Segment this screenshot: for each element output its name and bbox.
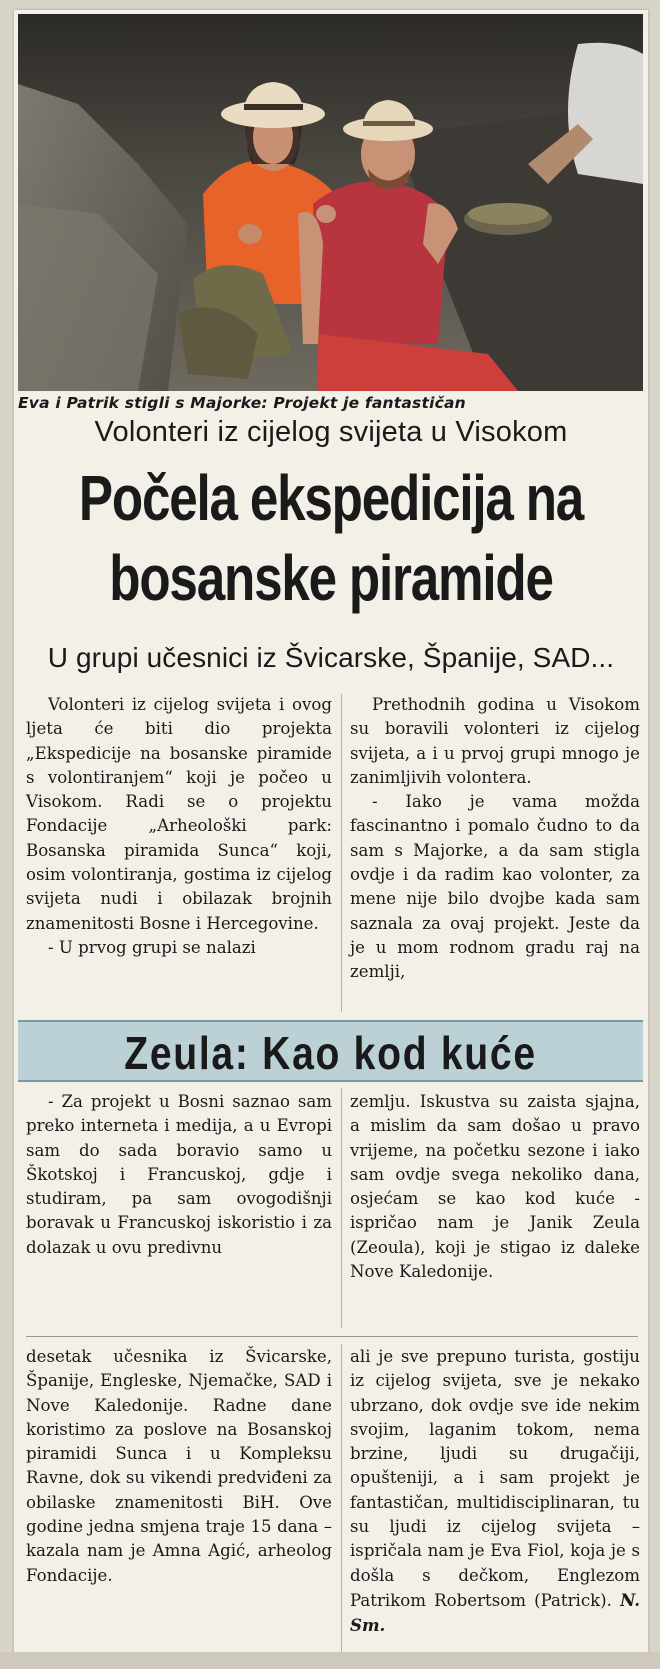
closing-paragraph-text: ali je sve prepuno turista, gostiju iz cijelog svijeta, sve je nekako ubrzano, dok ovdje sve ide nekim svojim, laganim tokom, nema brzine, ljudi su drugačiji, opušteniji, a i sam projekt je fantastičan, multidisciplinaran, tu su ljudi iz cijelog svijeta – ispričala nam je Eva Fiol, koja je s došla s dečkom, Englezom Patrikom Robertsom (Patrick). <box>350 1347 640 1610</box>
article-kicker: Volonteri iz cijelog svijeta u Visokom <box>94 416 568 448</box>
article-headline <box>77 458 584 618</box>
article-photo <box>18 14 643 391</box>
page-bottom-edge <box>0 1652 660 1669</box>
sidebar-column-1 <box>26 1090 332 1260</box>
body-paragraph <box>350 1345 640 1639</box>
author-byline: N. Sm. <box>350 1589 640 1636</box>
sidebar-paragraph: zemlju. Iskustva su zaista sjajna, a mislim da sam došao u pravo vrijeme, na početku sezone i iako sam ovdje svega nekoliko dana, osjećam se kao kod kuće - ispričao nam je Janik Zeula (Zeoula), koji je stigao iz daleke Nove Kaledonije. <box>350 1092 640 1282</box>
headline-line-1: Počela ekspedicija na <box>78 462 584 534</box>
headline-line-2: bosanske piramide <box>109 542 553 614</box>
sidebar-title-band <box>18 1020 643 1082</box>
column-divider <box>341 1344 342 1652</box>
body-paragraph: Volonteri iz cijelog svijeta i ovog ljeta će biti dio projekta „Ekspedicije na bosanske piramide s volontiranjem“ koji je počeo u Visokom. Radi se o projektu Fondacije „Arheološki park: Bosanska piramida Sunca“ koji, osim volontiranja, gostima iz cijelog svijeta nudi i obilazak brojnih znamenitosti Bosne i Hercegovine. <box>26 695 332 933</box>
body-paragraph: - Iako je vama možda fascinantno i pomalo čudno to da sam s Majorke, a da sam stigla ovdje i da radim kao volonter, za mene nije bilo dvojbe kada sam saznala za ovaj projekt. Jeste da je u mom rodnom gradu raj na zemlji, <box>350 792 640 982</box>
body-column-2 <box>350 693 640 985</box>
column-divider <box>341 1088 342 1328</box>
body-paragraph: - U prvog grupi se nalazi <box>48 937 256 957</box>
sidebar-bottom-rule <box>26 1336 638 1337</box>
newspaper-page <box>14 10 648 1660</box>
body-column-1 <box>26 693 332 960</box>
sidebar-paragraph: - Za projekt u Bosni saznao sam preko interneta i medija, a u Evropi sam do sada boravio samo u Škotskoj i Francuskoj, gdje i studiram, pa sam ovogodišnji boravak u Francuskoj iskoristio i za dolazak u ovu predivnu <box>26 1092 332 1257</box>
sidebar-column-2 <box>350 1090 640 1284</box>
article-subhead: U grupi učesnici iz Švicarske, Španije, SAD... <box>47 642 615 673</box>
photo-illustration <box>18 14 643 391</box>
photo-caption: Eva i Patrik stigli s Majorke: Projekt je fantastičan <box>18 394 466 412</box>
column-divider <box>341 694 342 1012</box>
body-column-3 <box>26 1345 332 1588</box>
sidebar-title: Zeula: Kao kod kuće <box>124 1027 537 1079</box>
body-column-4 <box>350 1345 640 1639</box>
body-paragraph: Prethodnih godina u Visokom su boravili volonteri iz cijelog svijeta, a i u prvoj grupi mnogo je zanimljivih volontera. <box>350 695 640 787</box>
body-paragraph: desetak učesnika iz Švicarske, Španije, Engleske, Njemačke, SAD i Nove Kaledonije. Radne dane koristimo za poslove na Bosanskoj piramidi Sunca i u Kompleksu Ravne, dok su vikendi predviđeni za obilaske znamenitosti BiH. Ove godine jedna smjena traje 15 dana – kazala nam je Amna Agić, arheolog Fondacije. <box>26 1347 332 1585</box>
